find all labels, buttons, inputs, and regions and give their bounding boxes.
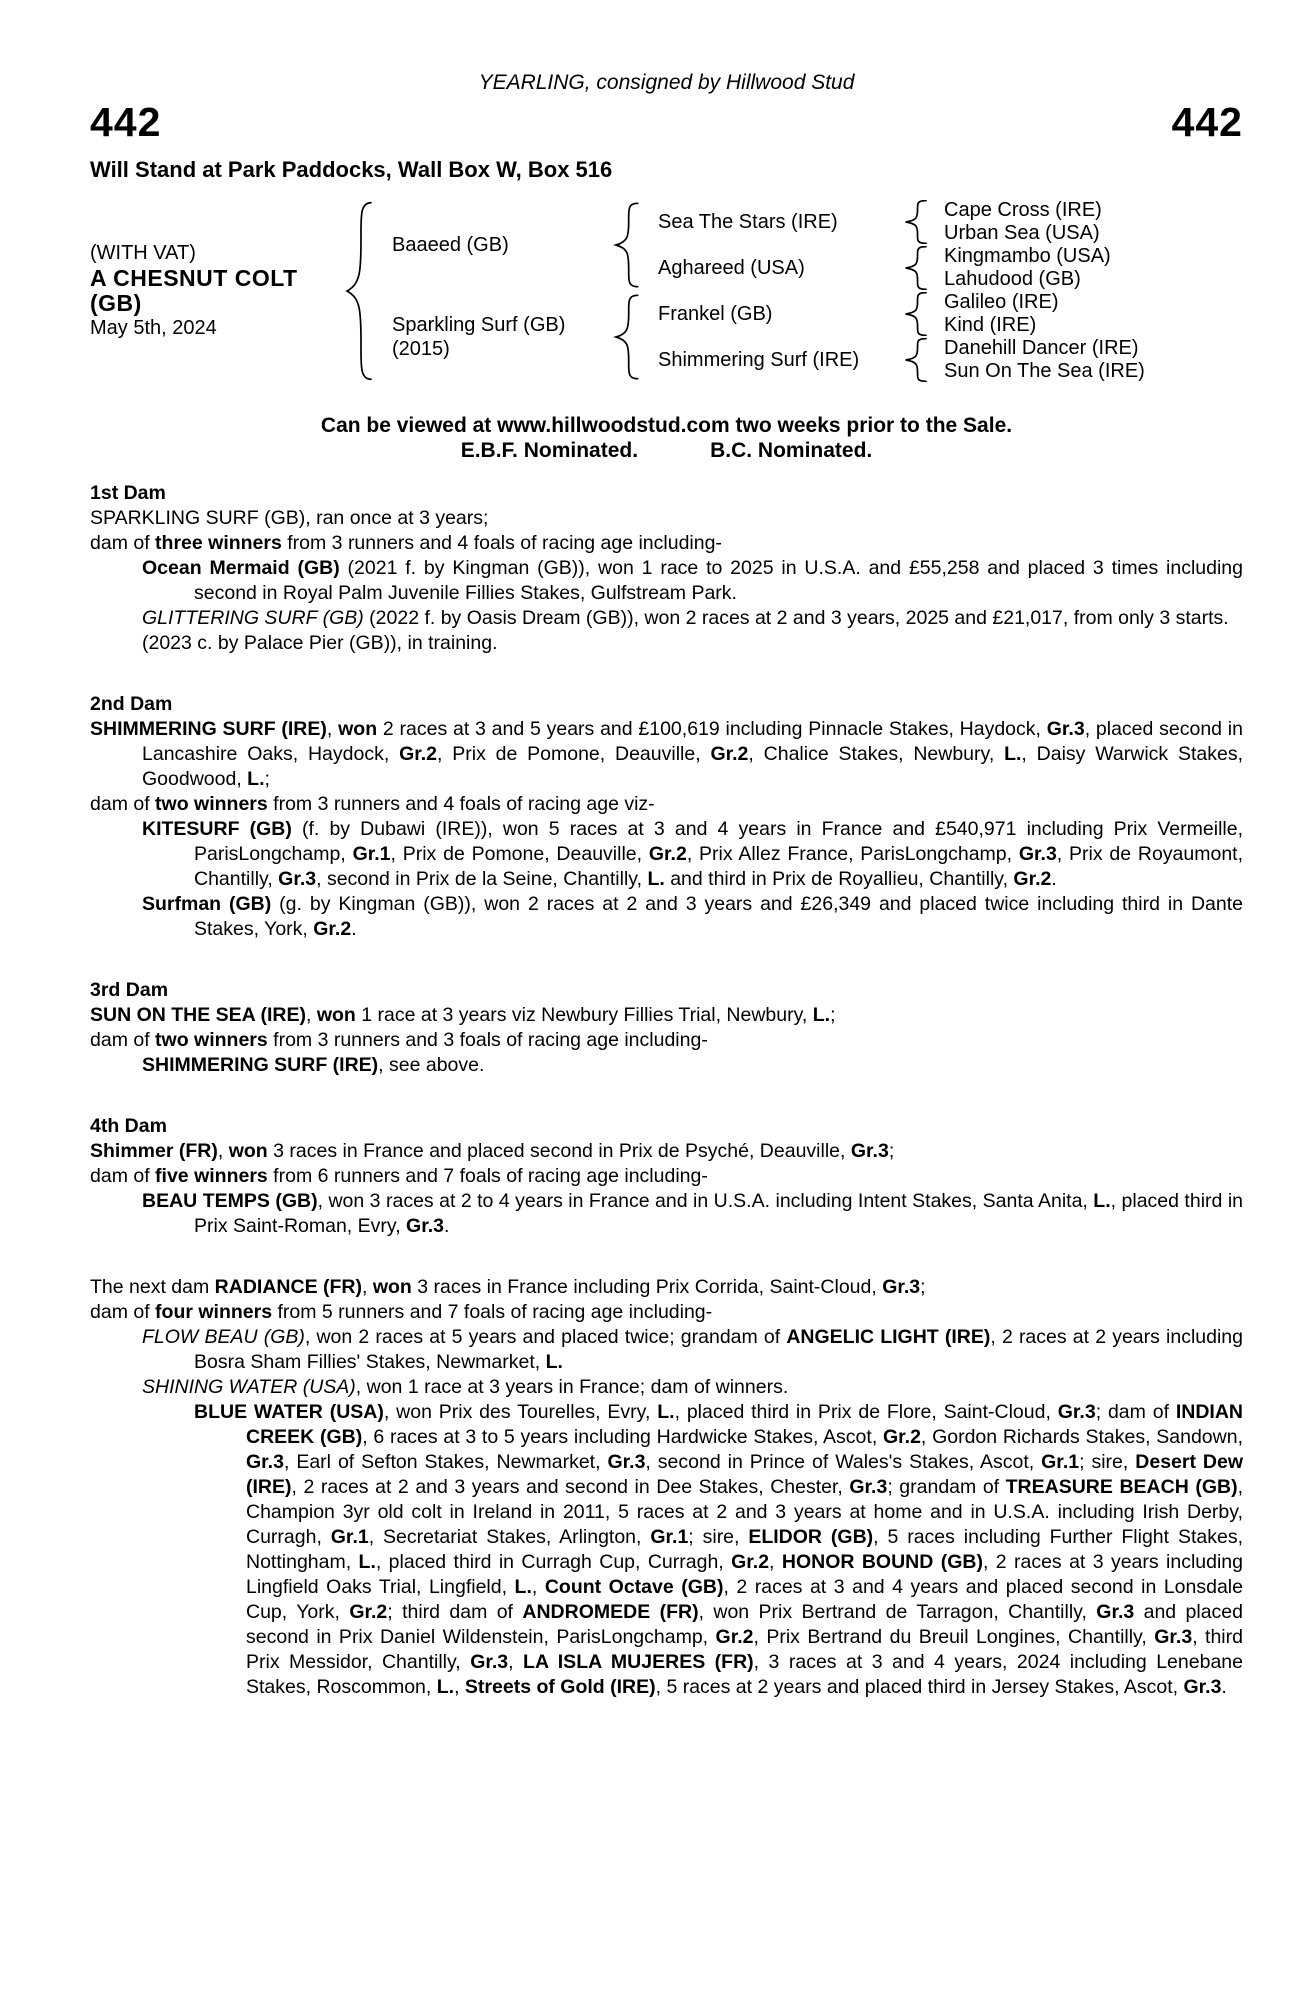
text-run: from 5 runners and 7 foals of racing age including- <box>272 1301 713 1323</box>
text-run: ; <box>888 1140 895 1162</box>
lot-number-right: 442 <box>1171 99 1243 145</box>
pedigree-paragraph <box>90 1375 1243 1400</box>
text-run: , second in Prince of Wales's Stakes, Ascot, <box>645 1451 1042 1473</box>
bold-run: Gr.2 <box>313 918 352 940</box>
text-run: and third in Prix de Royallieu, Chantilly, <box>664 868 1014 890</box>
bold-run: RADIANCE (FR) <box>214 1276 362 1298</box>
lot-number-left: 442 <box>90 99 162 145</box>
text-run: from 3 runners and 4 foals of racing age including- <box>281 532 722 554</box>
text-run: , placed second in Lancashire Oaks, Haydock, <box>142 718 1243 765</box>
bold-run: won <box>316 1004 356 1026</box>
text-run: , placed third in Curragh Cup, Curragh, <box>375 1551 732 1573</box>
pedigree-ancestor: Lahudood (GB) <box>944 268 1081 290</box>
bold-run: L. <box>1004 743 1022 765</box>
text-run: , Secretariat Stakes, Arlington, <box>368 1526 651 1548</box>
text-run: ; <box>264 768 270 790</box>
pedigree-paragraph <box>90 631 1243 656</box>
bold-run: HONOR BOUND (GB) <box>781 1551 983 1573</box>
text-run: SPARKLING SURF (GB), ran once at 3 years; <box>90 507 489 529</box>
text-run: (2022 f. by Oasis Dream (GB)), won 2 races at 2 and 3 years, 2025 and £21,017, from only 3 starts. <box>363 607 1229 629</box>
bold-run: Desert Dew (IRE) <box>246 1451 1244 1498</box>
bold-run: L. <box>247 768 265 790</box>
text-run: , Prix Bertrand du Breuil Longines, Chantilly, <box>753 1626 1155 1648</box>
text-run: , <box>508 1651 524 1673</box>
bold-run: L. <box>436 1676 455 1698</box>
ebf-nomination: E.B.F. Nominated. <box>460 439 639 462</box>
bold-run: L. <box>657 1401 675 1423</box>
pedigree-ancestor: Urban Sea (USA) <box>944 222 1100 244</box>
pedigree-paragraph <box>90 1189 1243 1239</box>
text-run: , won Prix des Tourelles, Evry, <box>383 1401 658 1423</box>
bold-run: BEAU TEMPS (GB) <box>142 1190 318 1212</box>
text-run: dam of <box>90 793 156 815</box>
bold-run: Gr.3 <box>850 1140 889 1162</box>
pedigree-paragraph <box>90 1164 1243 1189</box>
text-run: , 3 races at 3 and 4 years, 2024 including Lenebane Stakes, Roscommon, <box>246 1651 1243 1698</box>
viewing-notice: Can be viewed at www.hillwoodstud.com two weeks prior to the Sale. <box>320 414 1013 437</box>
bold-run: Gr.2 <box>710 743 749 765</box>
bold-run: won <box>338 718 378 740</box>
pedigree-ancestor: Sun On The Sea (IRE) <box>944 360 1145 382</box>
bold-run: INDIAN CREEK (GB) <box>246 1401 1243 1448</box>
stand-location-line: Will Stand at Park Paddocks, Wall Box W, Box 516 <box>90 157 613 182</box>
text-run: ; sire, <box>688 1526 749 1548</box>
bold-run: SUN ON THE SEA (IRE) <box>90 1004 306 1026</box>
bold-run: Gr.3 <box>1018 843 1057 865</box>
text-run: 2 races at 3 and 5 years and £100,619 including Pinnacle Stakes, Haydock, <box>377 718 1047 740</box>
dam-section <box>90 481 1243 656</box>
pedigree-ancestor: Kingmambo (USA) <box>944 245 1111 267</box>
text-run: dam of <box>90 532 156 554</box>
bold-run: three winners <box>155 532 282 554</box>
pedigree-paragraph <box>90 717 1243 792</box>
text-run: , placed third in Prix de Flore, Saint-Cloud, <box>674 1401 1058 1423</box>
text-run: , Prix de Pomone, Deauville, <box>390 843 649 865</box>
text-run: , Earl of Sefton Stakes, Newmarket, <box>283 1451 608 1473</box>
bold-run: Gr.1 <box>352 843 391 865</box>
bold-run: L. <box>1093 1190 1111 1212</box>
pedigree-brace-icon <box>898 338 932 382</box>
text-run: , Chalice Stakes, Newbury, <box>748 743 1005 765</box>
text-run: from 3 runners and 3 foals of racing age including- <box>267 1029 708 1051</box>
text-run: ; dam of <box>1095 1401 1176 1423</box>
pedigree-ancestor: Danehill Dancer (IRE) <box>944 337 1139 359</box>
text-run: (2023 c. by Palace Pier (GB)), in training. <box>142 632 498 654</box>
text-run: , Prix de Royaumont, Chantilly, <box>194 843 1244 890</box>
bold-run: TREASURE BEACH (GB) <box>1005 1476 1238 1498</box>
pedigree-brace-icon <box>608 202 644 288</box>
bold-run: Gr.3 <box>278 868 317 890</box>
text-run: and placed second in Prix Daniel Wildenstein, ParisLongchamp, <box>246 1601 1243 1648</box>
bold-run: Ocean Mermaid (GB) <box>142 557 340 579</box>
text-run: , <box>769 1551 782 1573</box>
text-run: . <box>443 1215 450 1237</box>
dam-section <box>90 978 1243 1078</box>
bold-run: LA ISLA MUJERES (FR) <box>523 1651 754 1673</box>
bold-run: ANDROMEDE (FR) <box>522 1601 699 1623</box>
bold-run: L. <box>647 868 665 890</box>
bold-run: Gr.3 <box>470 1651 509 1673</box>
bold-run: Gr.2 <box>715 1626 754 1648</box>
text-run: The next dam <box>90 1276 215 1298</box>
bold-run: Gr.2 <box>349 1601 388 1623</box>
section-heading: 3rd Dam <box>90 979 169 1001</box>
pedigree-paragraph <box>90 531 1243 556</box>
text-run: , 2 races at 3 and 4 years and placed second in Lonsdale Cup, York, <box>246 1576 1243 1623</box>
pedigree-paragraph <box>90 792 1243 817</box>
text-run: . <box>351 918 357 940</box>
pedigree-grandsire: Frankel (GB) <box>658 302 773 325</box>
section-heading: 1st Dam <box>90 482 166 504</box>
bold-run: won <box>228 1140 268 1162</box>
pedigree-ancestor: Cape Cross (IRE) <box>944 199 1102 221</box>
bold-run: SHIMMERING SURF (IRE) <box>142 1054 379 1076</box>
pedigree-brace-icon <box>898 200 932 244</box>
text-run: , <box>217 1140 229 1162</box>
vat-note: (WITH VAT) <box>90 242 196 264</box>
nomination-row <box>90 438 1243 463</box>
text-run: ; <box>920 1276 926 1298</box>
text-run: , Gordon Richards Stakes, Sandown, <box>920 1426 1244 1448</box>
pedigree-paragraph <box>90 1275 1243 1300</box>
bold-run: Gr.3 <box>246 1451 284 1473</box>
text-run: ; third dam of <box>387 1601 523 1623</box>
bold-run: Gr.3 <box>849 1476 888 1498</box>
pedigree-paragraph <box>90 1003 1243 1028</box>
pedigree-paragraph <box>90 817 1243 892</box>
dam-section <box>90 692 1243 942</box>
text-run: (f. by Dubawi (IRE)), won 5 races at 3 and 4 years in France and £540,971 including Prix Vermeille, ParisLongchamp, <box>194 818 1243 865</box>
pedigree-granddam: Shimmering Surf (IRE) <box>658 348 860 371</box>
text-run: , 2 races at 2 and 3 years and second in Dee Stakes, Chester, <box>291 1476 850 1498</box>
text-run: (2021 f. by Kingman (GB)), won 1 race to 2025 in U.S.A. and £55,258 and placed 3 times including second in Royal Palm Juvenile Fillies Stakes, Gulfstream Park. <box>194 557 1243 604</box>
text-run: dam of <box>90 1165 156 1187</box>
text-run: , won 1 race at 3 years in France; dam of winners. <box>355 1376 789 1398</box>
text-run: , 2 races at 3 years including Lingfield Oaks Trial, Lingfield, <box>246 1551 1243 1598</box>
pedigree-brace-icon <box>338 200 378 382</box>
pedigree-paragraph <box>90 892 1243 942</box>
bold-run: Gr.1 <box>330 1526 369 1548</box>
text-run: , won 2 races at 5 years and placed twice; grandam of <box>304 1326 787 1348</box>
bold-run: two winners <box>155 1029 268 1051</box>
bold-run: Shimmer (FR) <box>90 1140 218 1162</box>
bold-run: Surfman (GB) <box>142 893 272 915</box>
bold-run: Streets of Gold (IRE) <box>464 1676 656 1698</box>
text-run: , 6 races at 3 to 5 years including Hardwicke Stakes, Ascot, <box>362 1426 883 1448</box>
pedigree-paragraph <box>90 606 1243 631</box>
pedigree-ancestor: Kind (IRE) <box>944 314 1037 336</box>
text-run: , third Prix Messidor, Chantilly, <box>246 1626 1243 1673</box>
pedigree-paragraph <box>90 1400 1243 1700</box>
pedigree-paragraph <box>90 506 1243 531</box>
foaling-date: May 5th, 2024 <box>90 317 217 339</box>
text-run: 1 race at 3 years viz Newbury Fillies Trial, Newbury, <box>355 1004 813 1026</box>
text-run: 3 races in France including Prix Corrida, Saint-Cloud, <box>411 1276 883 1298</box>
text-run: from 3 runners and 4 foals of racing age viz- <box>267 793 655 815</box>
pedigree-paragraph <box>90 1139 1243 1164</box>
text-run: , won 3 races at 2 to 4 years in France and in U.S.A. including Intent Stakes, Santa Anita, <box>317 1190 1094 1212</box>
bold-run: won <box>372 1276 412 1298</box>
pedigree-brace-icon <box>608 294 644 380</box>
text-run: 3 races in France and placed second in Prix de Psyché, Deauville, <box>267 1140 851 1162</box>
pedigree-paragraph <box>90 1325 1243 1375</box>
bold-run: Gr.3 <box>882 1276 921 1298</box>
dam-year: (2015) <box>392 338 450 360</box>
text-run: , see above. <box>378 1054 485 1076</box>
bold-run: Count Octave (GB) <box>544 1576 724 1598</box>
text-run: , Prix de Pomone, Deauville, <box>437 743 711 765</box>
bold-run: L. <box>812 1004 831 1026</box>
pedigree-ancestor: Galileo (IRE) <box>944 291 1059 313</box>
text-run: ; grandam of <box>887 1476 1006 1498</box>
dam-section <box>90 1114 1243 1239</box>
pedigree-sire: Baaeed (GB) <box>392 233 509 256</box>
pedigree-dam <box>378 313 608 361</box>
text-run: , won Prix Bertrand de Tarragon, Chantilly, <box>698 1601 1097 1623</box>
bold-run: L. <box>514 1576 532 1598</box>
text-run: , 5 races including Further Flight Stakes, Nottingham, <box>246 1526 1243 1573</box>
text-run: , 2 races at 2 years including Bosra Sham Fillies' Stakes, Newmarket, <box>194 1326 1244 1373</box>
bold-run: Gr.3 <box>607 1451 646 1473</box>
text-run: , second in Prix de la Seine, Chantilly, <box>316 868 648 890</box>
bold-run: two winners <box>155 793 268 815</box>
lot-number-row <box>90 99 1243 145</box>
pedigree-table <box>90 199 1243 383</box>
text-run: ; <box>830 1004 836 1026</box>
text-run: , <box>326 718 339 740</box>
text-run: ; sire, <box>1079 1451 1136 1473</box>
text-run: from 6 runners and 7 foals of racing age including- <box>267 1165 708 1187</box>
text-run: . <box>1051 868 1057 890</box>
bold-run: Gr.1 <box>1041 1451 1080 1473</box>
dam-name: Sparkling Surf (GB) <box>392 314 566 336</box>
text-run: , Daisy Warwick Stakes, Goodwood, <box>142 743 1243 790</box>
bold-run: ELIDOR (GB) <box>748 1526 874 1548</box>
bold-run: four winners <box>155 1301 273 1323</box>
bold-run: Gr.2 <box>882 1426 921 1448</box>
bold-run: Gr.2 <box>648 843 687 865</box>
bold-run: L. <box>545 1351 563 1373</box>
bold-run: Gr.3 <box>406 1215 444 1237</box>
subject-name: A CHESNUT COLT <box>90 265 298 291</box>
bc-nomination: B.C. Nominated. <box>710 439 873 462</box>
italic-run: FLOW BEAU (GB) <box>142 1326 305 1348</box>
pedigree-granddam: Aghareed (USA) <box>658 256 805 279</box>
text-run: , <box>361 1276 373 1298</box>
text-run: , Prix Allez France, ParisLongchamp, <box>686 843 1019 865</box>
pedigree-brace-icon <box>898 246 932 290</box>
pedigree-paragraph <box>90 556 1243 606</box>
pedigree-subject <box>90 241 338 341</box>
bold-run: Gr.3 <box>1154 1626 1193 1648</box>
bold-run: KITESURF (GB) <box>142 818 292 840</box>
bold-run: Gr.3 <box>1183 1676 1222 1698</box>
text-run: , <box>531 1576 545 1598</box>
text-run: , Champion 3yr old colt in Ireland in 2011, 5 races at 2 and 3 years at home and in U.S.A. including Irish Derby, Curragh, <box>246 1476 1244 1548</box>
pedigree-paragraph <box>90 1053 1243 1078</box>
pedigree-paragraph <box>90 1028 1243 1053</box>
consignment-line: YEARLING, consigned by Hillwood Stud <box>478 71 855 94</box>
text-run: . <box>1221 1676 1227 1698</box>
bold-run: Gr.3 <box>1046 718 1085 740</box>
bold-run: Gr.3 <box>1096 1601 1135 1623</box>
bold-run: ANGELIC LIGHT (IRE) <box>786 1326 991 1348</box>
section-heading: 4th Dam <box>90 1115 167 1137</box>
text-run: , placed third in Prix Saint-Roman, Evry, <box>194 1190 1243 1237</box>
italic-run: SHINING WATER (USA) <box>142 1376 356 1398</box>
catalogue-body <box>90 481 1243 1700</box>
bold-run: Gr.3 <box>1057 1401 1096 1423</box>
text-run: dam of <box>90 1029 156 1051</box>
bold-run: Gr.2 <box>731 1551 770 1573</box>
text-run: (g. by Kingman (GB)), won 2 races at 2 and 3 years and £26,349 and placed twice including third in Dante Stakes, York, <box>194 893 1244 940</box>
bold-run: Gr.2 <box>399 743 438 765</box>
section-heading: 2nd Dam <box>90 693 173 715</box>
pedigree-paragraph <box>90 1300 1243 1325</box>
dam-section <box>90 1275 1243 1700</box>
pedigree-brace-icon <box>898 292 932 336</box>
bold-run: L. <box>358 1551 376 1573</box>
text-run: , <box>454 1676 465 1698</box>
bold-run: five winners <box>155 1165 268 1187</box>
bold-run: Gr.1 <box>650 1526 689 1548</box>
text-run: , <box>305 1004 317 1026</box>
italic-run: GLITTERING SURF (GB) <box>142 607 364 629</box>
pedigree-grandsire: Sea The Stars (IRE) <box>658 210 838 233</box>
bold-run: SHIMMERING SURF (IRE) <box>90 718 327 740</box>
text-run: , 5 races at 2 years and placed third in Jersey Stakes, Ascot, <box>655 1676 1184 1698</box>
bold-run: BLUE WATER (USA) <box>194 1401 384 1423</box>
subject-suffix: (GB) <box>90 290 142 316</box>
bold-run: Gr.2 <box>1013 868 1052 890</box>
text-run: dam of <box>90 1301 156 1323</box>
